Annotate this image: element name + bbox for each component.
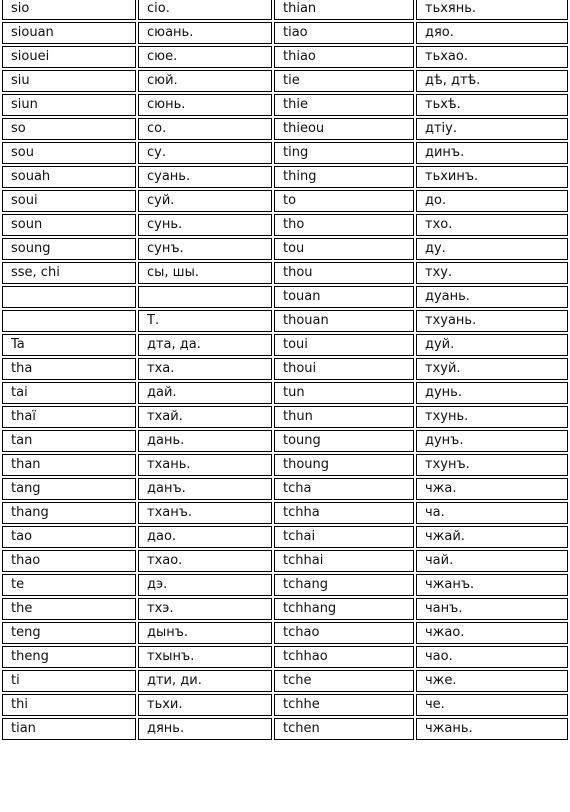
table-row [2, 574, 568, 596]
french-syllable-cell: thiao [274, 46, 414, 68]
russian-syllable-cell: сіо. [138, 0, 272, 20]
table-row [2, 190, 568, 212]
russian-syllable-cell: дуй. [416, 334, 568, 356]
russian-syllable-cell: дань. [138, 430, 272, 452]
russian-syllable-cell: дай. [138, 382, 272, 404]
table-row [2, 382, 568, 404]
french-syllable-cell: siu [2, 70, 136, 92]
russian-syllable-cell: су. [138, 142, 272, 164]
russian-syllable-cell: сюань. [138, 22, 272, 44]
russian-syllable-cell: дуань. [416, 286, 568, 308]
french-syllable-cell: tai [2, 382, 136, 404]
french-syllable-cell: thou [274, 262, 414, 284]
french-syllable-cell: ti [2, 670, 136, 692]
french-syllable-cell: sio [2, 0, 136, 20]
russian-syllable-cell: тху. [416, 262, 568, 284]
russian-syllable-cell: тхай. [138, 406, 272, 428]
french-syllable-cell: tun [274, 382, 414, 404]
french-syllable-cell: thaï [2, 406, 136, 428]
table-body [2, 0, 568, 740]
french-syllable-cell: tan [2, 430, 136, 452]
french-syllable-cell: tchang [274, 574, 414, 596]
french-syllable-cell: siouei [2, 46, 136, 68]
table-row [2, 622, 568, 644]
russian-syllable-cell: че. [416, 694, 568, 716]
russian-syllable-cell: ча. [416, 502, 568, 524]
russian-syllable-cell: тхунъ. [416, 454, 568, 476]
table-row [2, 502, 568, 524]
table-row [2, 70, 568, 92]
russian-syllable-cell [138, 286, 272, 308]
table-row [2, 214, 568, 236]
russian-syllable-cell: дянь. [138, 718, 272, 740]
russian-syllable-cell: чай. [416, 550, 568, 572]
russian-syllable-cell: сюй. [138, 70, 272, 92]
french-syllable-cell: toung [274, 430, 414, 452]
russian-syllable-cell: чанъ. [416, 598, 568, 620]
russian-syllable-cell: суй. [138, 190, 272, 212]
french-syllable-cell: touan [274, 286, 414, 308]
russian-syllable-cell: дэ. [138, 574, 272, 596]
french-syllable-cell: tho [274, 214, 414, 236]
french-syllable-cell: Ta [2, 334, 136, 356]
table-row [2, 22, 568, 44]
french-syllable-cell: thun [274, 406, 414, 428]
french-syllable-cell: thie [274, 94, 414, 116]
french-syllable-cell: tian [2, 718, 136, 740]
russian-syllable-cell: тхуй. [416, 358, 568, 380]
french-syllable-cell: thao [2, 550, 136, 572]
french-syllable-cell: thoui [274, 358, 414, 380]
table-row [2, 0, 568, 20]
french-syllable-cell: theng [2, 646, 136, 668]
french-syllable-cell: thi [2, 694, 136, 716]
russian-syllable-cell: тьхао. [416, 46, 568, 68]
table-row [2, 94, 568, 116]
russian-syllable-cell: Т. [138, 310, 272, 332]
russian-syllable-cell: дунъ. [416, 430, 568, 452]
russian-syllable-cell: дынъ. [138, 622, 272, 644]
russian-syllable-cell: тьхянь. [416, 0, 568, 20]
russian-syllable-cell: со. [138, 118, 272, 140]
french-syllable-cell: soui [2, 190, 136, 212]
table-row [2, 166, 568, 188]
russian-syllable-cell: дао. [138, 526, 272, 548]
russian-syllable-cell: тхэ. [138, 598, 272, 620]
russian-syllable-cell: сюнь. [138, 94, 272, 116]
russian-syllable-cell: чжай. [416, 526, 568, 548]
table-row [2, 358, 568, 380]
french-syllable-cell: thieou [274, 118, 414, 140]
french-syllable-cell: thoung [274, 454, 414, 476]
russian-syllable-cell: чже. [416, 670, 568, 692]
french-syllable-cell: tcha [274, 478, 414, 500]
french-syllable-cell: tchhai [274, 550, 414, 572]
russian-syllable-cell: дѣ, дтѣ. [416, 70, 568, 92]
russian-syllable-cell: сунъ. [138, 238, 272, 260]
french-syllable-cell: siouan [2, 22, 136, 44]
french-syllable-cell: siun [2, 94, 136, 116]
russian-syllable-cell: тхань. [138, 454, 272, 476]
russian-syllable-cell: чжа. [416, 478, 568, 500]
table-row [2, 550, 568, 572]
french-syllable-cell: than [2, 454, 136, 476]
table-row [2, 526, 568, 548]
russian-syllable-cell: тхао. [138, 550, 272, 572]
table-row [2, 262, 568, 284]
russian-syllable-cell: чжао. [416, 622, 568, 644]
table-row [2, 406, 568, 428]
french-syllable-cell: tou [274, 238, 414, 260]
table-row [2, 286, 568, 308]
table-row [2, 694, 568, 716]
french-syllable-cell: tchen [274, 718, 414, 740]
table-row [2, 118, 568, 140]
russian-syllable-cell: чжанъ. [416, 574, 568, 596]
russian-syllable-cell: тханъ. [138, 502, 272, 524]
russian-syllable-cell: данъ. [138, 478, 272, 500]
french-syllable-cell: to [274, 190, 414, 212]
russian-syllable-cell: дта, да. [138, 334, 272, 356]
french-syllable-cell: thian [274, 0, 414, 20]
russian-syllable-cell: суань. [138, 166, 272, 188]
russian-syllable-cell: тхунь. [416, 406, 568, 428]
russian-syllable-cell: сунь. [138, 214, 272, 236]
table-row [2, 430, 568, 452]
french-syllable-cell: soun [2, 214, 136, 236]
french-syllable-cell: tao [2, 526, 136, 548]
table-row [2, 598, 568, 620]
russian-syllable-cell: дти, ди. [138, 670, 272, 692]
table-row [2, 142, 568, 164]
table-row [2, 670, 568, 692]
russian-syllable-cell: дяо. [416, 22, 568, 44]
french-syllable-cell: teng [2, 622, 136, 644]
french-syllable-cell: tang [2, 478, 136, 500]
russian-syllable-cell: динъ. [416, 142, 568, 164]
french-syllable-cell: soung [2, 238, 136, 260]
french-syllable-cell: thing [274, 166, 414, 188]
french-syllable-cell: toui [274, 334, 414, 356]
russian-syllable-cell: тхынъ. [138, 646, 272, 668]
table-row [2, 718, 568, 740]
french-syllable-cell: tchhang [274, 598, 414, 620]
russian-syllable-cell: чжань. [416, 718, 568, 740]
french-syllable-cell: sou [2, 142, 136, 164]
table-row [2, 46, 568, 68]
table-row [2, 238, 568, 260]
french-syllable-cell: ting [274, 142, 414, 164]
french-syllable-cell: tche [274, 670, 414, 692]
russian-syllable-cell: тьхинъ. [416, 166, 568, 188]
russian-syllable-cell: чао. [416, 646, 568, 668]
french-syllable-cell: tchhe [274, 694, 414, 716]
french-syllable-cell: tchhao [274, 646, 414, 668]
french-syllable-cell: sse, chi [2, 262, 136, 284]
russian-syllable-cell: тхуань. [416, 310, 568, 332]
french-syllable-cell: tiao [274, 22, 414, 44]
french-syllable-cell: tchao [274, 622, 414, 644]
table-row [2, 646, 568, 668]
french-syllable-cell: thouan [274, 310, 414, 332]
french-syllable-cell [2, 310, 136, 332]
russian-syllable-cell: дунь. [416, 382, 568, 404]
french-syllable-cell: te [2, 574, 136, 596]
russian-syllable-cell: ду. [416, 238, 568, 260]
russian-syllable-cell: тьхи. [138, 694, 272, 716]
russian-syllable-cell: сы, шы. [138, 262, 272, 284]
russian-syllable-cell: до. [416, 190, 568, 212]
russian-syllable-cell: дтіу. [416, 118, 568, 140]
french-syllable-cell: tchha [274, 502, 414, 524]
french-syllable-cell: thang [2, 502, 136, 524]
russian-syllable-cell: тхо. [416, 214, 568, 236]
french-syllable-cell: tha [2, 358, 136, 380]
french-syllable-cell: tchai [274, 526, 414, 548]
russian-syllable-cell: сюе. [138, 46, 272, 68]
russian-syllable-cell: тьхѣ. [416, 94, 568, 116]
table-row [2, 334, 568, 356]
table-row [2, 454, 568, 476]
french-syllable-cell: the [2, 598, 136, 620]
french-syllable-cell: tie [274, 70, 414, 92]
russian-syllable-cell: тха. [138, 358, 272, 380]
table-row [2, 310, 568, 332]
french-syllable-cell: souah [2, 166, 136, 188]
french-syllable-cell: so [2, 118, 136, 140]
french-syllable-cell [2, 286, 136, 308]
table-row [2, 478, 568, 500]
